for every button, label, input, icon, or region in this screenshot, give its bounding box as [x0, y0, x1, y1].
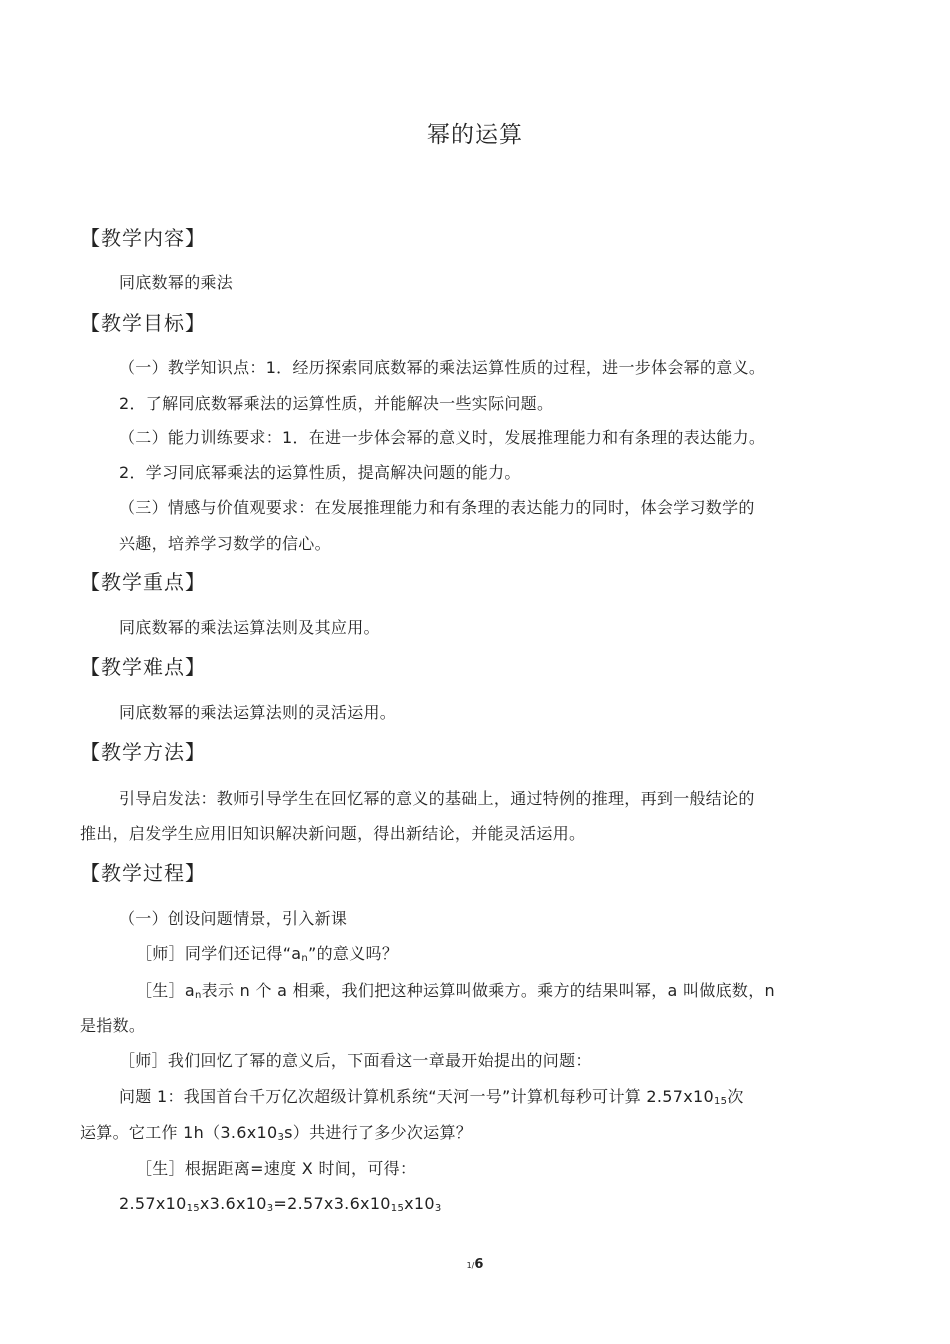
methods-line: 推出，启发学生应用旧知识解决新问题，得出新结论，并能灵活运用。	[80, 824, 586, 843]
goal-line: （三）情感与价值观要求：在发展推理能力和有条理的表达能力的同时，体会学习数学的	[119, 498, 755, 517]
problem-1-cont: 运算。它工作 $1h(3.6x10_3s)$共进行了多少次运算？	[80, 1123, 473, 1143]
content-body: 同底数幂的乘法	[119, 273, 234, 292]
process-intro: （一）创设问题情景，引入新课	[119, 909, 348, 928]
methods-line: 引导启发法：教师引导学生在回忆幂的意义的基础上，通过特例的推理，再到一般结论的	[119, 789, 755, 808]
goal-line: 2．了解同底数幂乘法的运算性质，并能解决一些实际问题。	[119, 394, 554, 413]
goal-line: 兴趣，培养学习数学的信心。	[119, 534, 331, 553]
teacher-statement-2: ［师］我们回忆了幂的意义后，下面看这一章最开始提出的问题：	[119, 1051, 592, 1070]
student-answer-1: ［生$]a_n$表示 n 个 a 相乘，我们把这种运算叫做乘方。乘方的结果叫幂，a 叫做底数，n	[136, 981, 775, 1001]
heading-goals: 【教学目标】	[80, 311, 206, 335]
formula: $2.57x10_{15}x3.6x10_3=2.57x3.6x10_{15}x10_3$	[119, 1194, 442, 1214]
goal-line: （一）教学知识点：1．经历探索同底数幂的乘法运算性质的过程，进一步体会幂的意义。	[119, 358, 766, 377]
goal-line: （二）能力训练要求：1．在进一步体会幂的意义时，发展推理能力和有条理的表达能力。	[119, 428, 766, 447]
teacher-question-1: ［师］同学们还记得“$a_n$”的意义吗？	[136, 944, 399, 964]
heading-content: 【教学内容】	[80, 226, 206, 250]
student-answer-1-cont: 是指数。	[80, 1016, 146, 1035]
student-answer-2: ［生］根据距离=速度 X 时间，可得：	[136, 1159, 417, 1178]
heading-process: 【教学过程】	[80, 861, 206, 885]
goal-line: 2．学习同底幂乘法的运算性质，提高解决问题的能力。	[119, 463, 521, 482]
heading-key-points: 【教学重点】	[80, 570, 206, 594]
key-points-body: 同底数幂的乘法运算法则及其应用。	[119, 618, 380, 637]
document-title: 幂的运算	[427, 122, 523, 148]
page-number: 1/6	[466, 1257, 484, 1272]
difficulties-body: 同底数幂的乘法运算法则的灵活运用。	[119, 703, 397, 722]
heading-difficulties: 【教学难点】	[80, 655, 206, 679]
problem-1: 问题 1：我国首台千万亿次超级计算机系统“天河一号”计算机每秒可计算 $2.57x10_{15}$次	[119, 1087, 744, 1107]
heading-methods: 【教学方法】	[80, 740, 206, 764]
